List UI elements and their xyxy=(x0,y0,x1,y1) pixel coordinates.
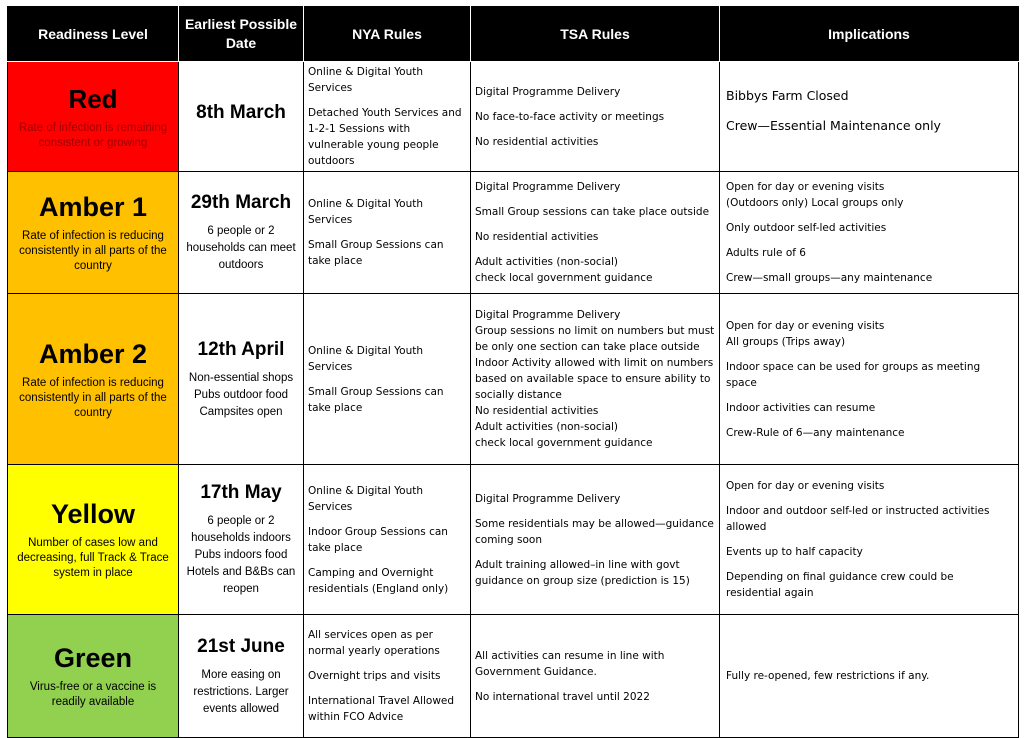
nya-rule: Online & Digital Youth Services xyxy=(308,66,423,94)
level-cell xyxy=(8,465,179,615)
level-cell xyxy=(8,62,179,172)
date-note: Hotels and B&Bs can reopen xyxy=(186,566,296,595)
header-row xyxy=(8,7,1019,62)
date-note: 6 people or 2 households can meet outdoors xyxy=(186,225,296,271)
implication: Adults rule of 6 xyxy=(726,247,806,259)
tsa-rule: Digital Programme Delivery xyxy=(475,85,621,98)
level-cell xyxy=(8,615,179,738)
implications-cell xyxy=(720,172,1019,294)
level-cell xyxy=(8,172,179,294)
date-note: Pubs outdoor food xyxy=(194,388,288,401)
implication: Open for day or evening visits xyxy=(726,480,885,492)
implication: Crew—Essential Maintenance only xyxy=(726,117,941,133)
implication: Events up to half capacity xyxy=(726,546,863,558)
date-main: 17th May xyxy=(200,482,282,503)
date-cell xyxy=(179,615,304,738)
implication: Only outdoor self-led activities xyxy=(726,222,887,234)
nya-rule: Online & Digital Youth Services xyxy=(308,198,423,226)
row-yellow xyxy=(8,465,1019,615)
readiness-table xyxy=(7,6,1019,738)
tsa-rule: Indoor Activity allowed with limit on numbers based on available space to ensure ability to socially distance xyxy=(475,357,714,401)
nya-rules-cell xyxy=(304,62,471,172)
tsa-rule: Digital Programme Delivery xyxy=(475,181,621,193)
date-note: More easing on restrictions. Larger events allowed xyxy=(193,668,289,715)
date-cell xyxy=(179,62,304,172)
tsa-rule: check local government guidance xyxy=(475,437,653,449)
tsa-rules-cell xyxy=(471,615,720,738)
date-main: 29th March xyxy=(190,192,292,213)
date-note: Campsites open xyxy=(199,405,283,418)
level-name: Amber 1 xyxy=(38,192,148,222)
date-note: Non-essential shops xyxy=(188,371,294,384)
tsa-rule: All activities can resume in line with Government Guidance. xyxy=(475,649,665,678)
header-nya-rules: NYA Rules xyxy=(304,7,471,62)
nya-rules-cell xyxy=(304,294,471,465)
date-main: 8th March xyxy=(196,101,286,123)
implications-cell xyxy=(720,62,1019,172)
level-name: Amber 2 xyxy=(38,338,148,369)
row-amber-1 xyxy=(8,172,1019,294)
implication: Open for day or evening visits xyxy=(726,319,885,332)
level-cell xyxy=(8,294,179,465)
implications-cell xyxy=(720,615,1019,738)
implication: Indoor space can be used for groups as meeting space xyxy=(726,360,981,389)
implication: Fully re-opened, few restrictions if any. xyxy=(726,670,930,682)
level-description: Number of cases low and decreasing, full Track & Trace system in place xyxy=(17,537,169,579)
tsa-rules-cell xyxy=(471,172,720,294)
implication: Bibbys Farm Closed xyxy=(726,87,849,103)
date-cell xyxy=(179,465,304,615)
header-earliest-date: Earliest Possible Date xyxy=(179,7,304,62)
tsa-rule: Small Group sessions can take place outside xyxy=(475,206,710,218)
header-readiness-level: Readiness Level xyxy=(8,7,179,62)
date-note: Pubs indoors food xyxy=(194,549,288,561)
nya-rule: International Travel Allowed within FCO Advice xyxy=(308,695,455,723)
nya-rule: Small Group Sessions can take place xyxy=(308,239,444,267)
level-name: Yellow xyxy=(50,499,136,529)
implication: Indoor and outdoor self-led or instructed activities allowed xyxy=(726,505,990,533)
tsa-rule: No face-to-face activity or meetings xyxy=(475,110,665,123)
nya-rule: Detached Youth Services and 1-2-1 Sessions with vulnerable young people outdoors xyxy=(308,107,462,167)
date-cell xyxy=(179,172,304,294)
date-main: 21st June xyxy=(197,635,285,657)
date-cell xyxy=(179,294,304,465)
date-note: 6 people or 2 households indoors xyxy=(191,515,291,544)
tsa-rule: Some residentials may be allowed—guidance coming soon xyxy=(475,517,714,546)
implications-cell xyxy=(720,465,1019,615)
nya-rule: Small Group Sessions can take place xyxy=(308,385,444,414)
implication: (Outdoors only) Local groups only xyxy=(726,197,904,209)
nya-rule: Camping and Overnight residentials (England only) xyxy=(308,566,449,595)
row-red xyxy=(8,62,1019,172)
level-name: Red xyxy=(68,83,118,114)
nya-rule: Online & Digital Youth Services xyxy=(308,484,423,513)
level-description: Rate of infection is reducing consistently in all parts of the country xyxy=(19,376,167,419)
level-description: Rate of infection is reducing consistently in all parts of the country xyxy=(19,230,167,272)
level-description: Rate of infection is remaining consistent or growing xyxy=(18,121,168,149)
tsa-rules-cell xyxy=(471,62,720,172)
tsa-rule: check local government guidance xyxy=(475,272,653,284)
nya-rule: Indoor Group Sessions can take place xyxy=(308,525,448,554)
implication: Depending on final guidance crew could be residential again xyxy=(726,571,954,599)
level-name: Green xyxy=(53,643,133,673)
nya-rule: Online & Digital Youth Services xyxy=(308,344,423,373)
tsa-rule: No residential activities xyxy=(475,231,599,243)
header-implications: Implications xyxy=(720,7,1019,62)
tsa-rule: Group sessions no limit on numbers but must be only one section can take place outside xyxy=(475,325,715,353)
tsa-rule: Adult activities (non-social) xyxy=(475,421,619,433)
row-green xyxy=(8,615,1019,738)
nya-rules-cell xyxy=(304,465,471,615)
tsa-rules-cell xyxy=(471,465,720,615)
row-amber-2 xyxy=(8,294,1019,465)
implication: Indoor activities can resume xyxy=(726,401,876,414)
tsa-rule: No international travel until 2022 xyxy=(475,690,650,703)
tsa-rule: No residential activities xyxy=(475,405,599,417)
implication: All groups (Trips away) xyxy=(726,335,846,348)
header-tsa-rules: TSA Rules xyxy=(471,7,720,62)
tsa-rule: Adult activities (non-social) xyxy=(475,256,619,268)
nya-rules-cell xyxy=(304,172,471,294)
implication: Crew-Rule of 6—any maintenance xyxy=(726,426,905,439)
implications-cell xyxy=(720,294,1019,465)
tsa-rule: Digital Programme Delivery xyxy=(475,492,621,505)
tsa-rule: Adult training allowed–in line with govt guidance on group size (prediction is 15) xyxy=(475,558,690,587)
level-description: Virus-free or a vaccine is readily available xyxy=(29,681,157,708)
tsa-rule: Digital Programme Delivery xyxy=(475,309,621,321)
tsa-rule: No residential activities xyxy=(475,135,599,148)
implication: Open for day or evening visits xyxy=(726,181,885,193)
nya-rule: All services open as per normal yearly operations xyxy=(308,629,440,657)
tsa-rules-cell xyxy=(471,294,720,465)
nya-rule: Overnight trips and visits xyxy=(308,670,441,682)
date-main: 12th April xyxy=(197,338,285,360)
implication: Crew—small groups—any maintenance xyxy=(726,272,933,284)
nya-rules-cell xyxy=(304,615,471,738)
